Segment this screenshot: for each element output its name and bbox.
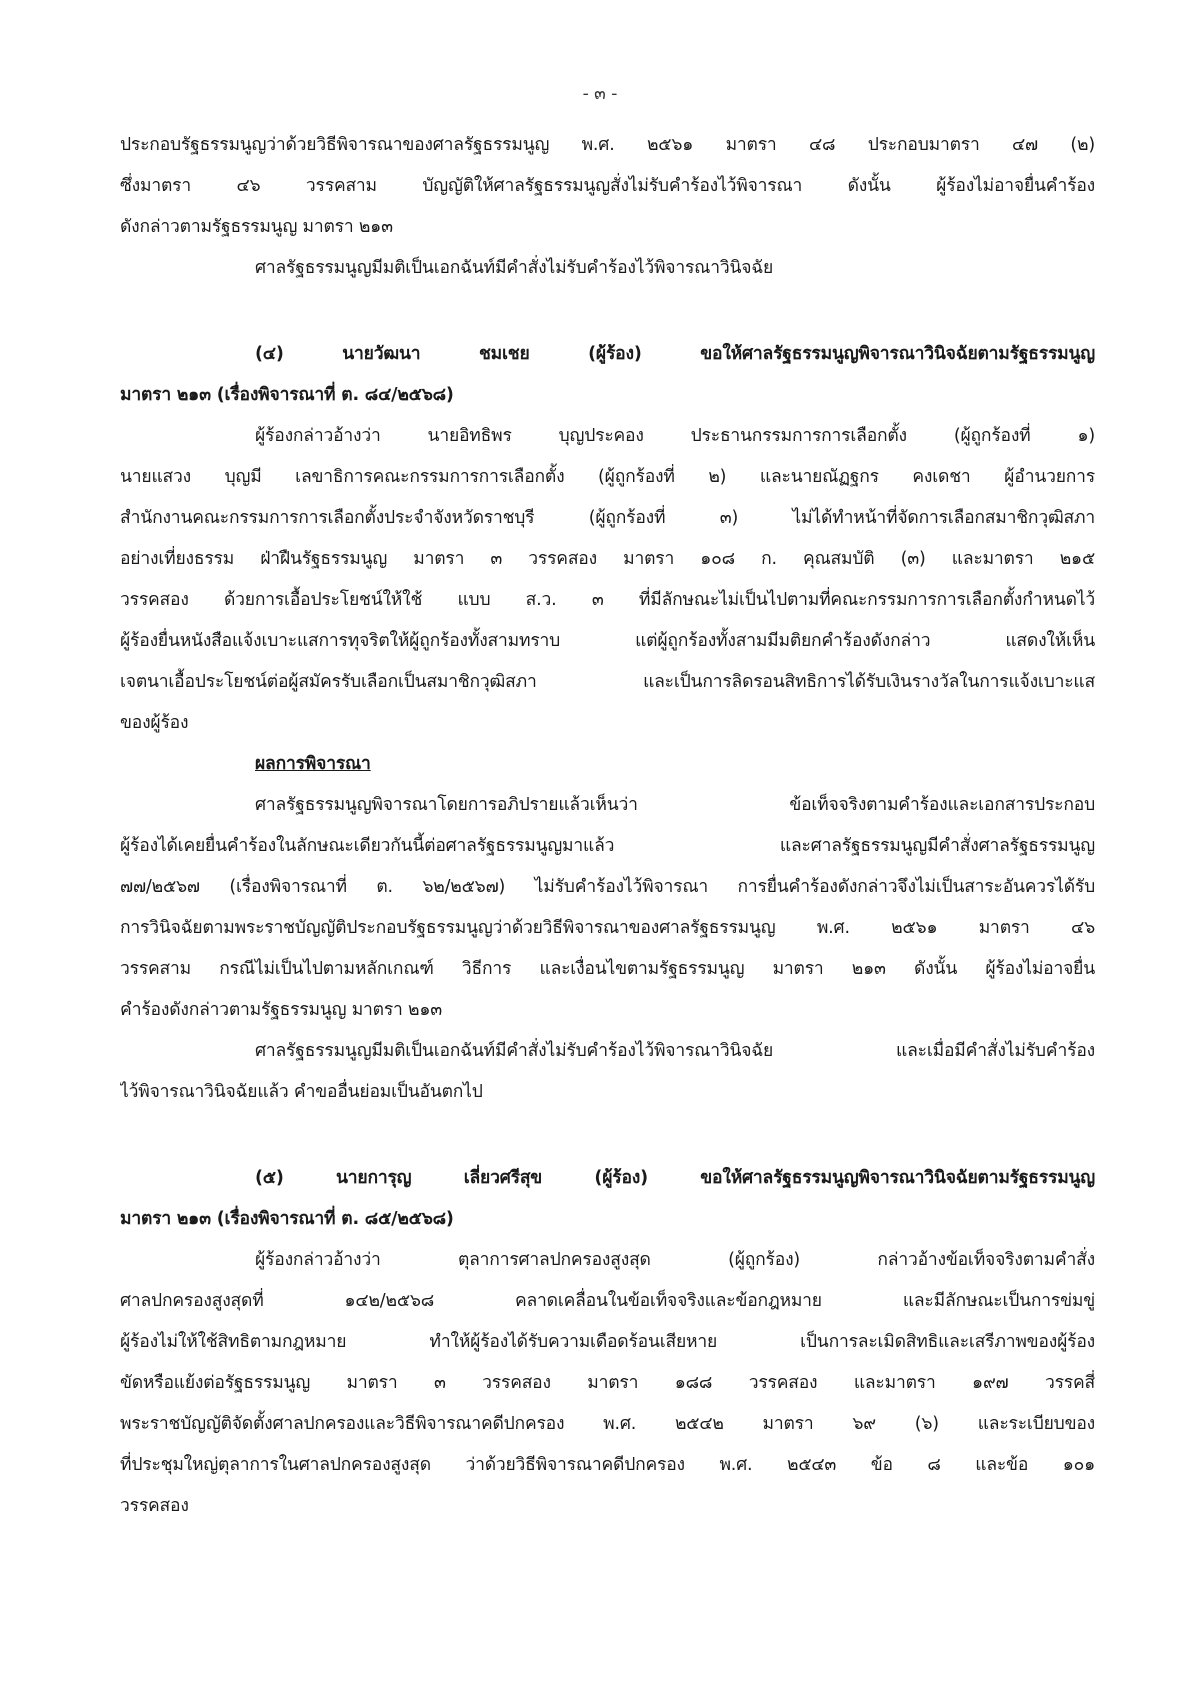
page-content	[120, 125, 1095, 1527]
paragraph-line: ประกอบรัฐธรรมนูญว่าด้วยวิธีพิจารณาของศาลรัฐธรรมนูญ พ.ศ. ๒๕๖๑ มาตรา ๔๘ ประกอบมาตรา ๔๗ (๒)	[120, 135, 1095, 155]
claim-line: อย่างเที่ยงธรรม ฝ่าฝืนรัฐธรรมนูญ มาตรา ๓ วรรคสอง มาตรา ๑๐๘ ก. คุณสมบัติ (๓) และมาตรา ๒๑๕	[120, 549, 1095, 569]
claim-line: ที่ประชุมใหญ่ตุลาการในศาลปกครองสูงสุด ว่าด้วยวิธีพิจารณาคดีปกครอง พ.ศ. ๒๕๔๓ ข้อ ๘ และข้อ ๑๐๑	[120, 1455, 1095, 1475]
case-title-line: มาตรา ๒๑๓ (เรื่องพิจารณาที่ ต. ๘๕/๒๕๖๘)	[120, 1209, 454, 1229]
previous-case-continuation	[120, 125, 1095, 289]
claim-line: ผู้ร้องไม่ให้ใช้สิทธิตามกฎหมาย ทำให้ผู้ร้องได้รับความเดือดร้อนเสียหาย เป็นการละเมิดสิทธิและเสรีภาพของผู้ร้อง	[120, 1332, 1095, 1352]
ruling-line: ไว้พิจารณาวินิจฉัยแล้ว คำขออื่นย่อมเป็นอันตกไป	[120, 1082, 483, 1102]
result-line: คำร้องดังกล่าวตามรัฐธรรมนูญ มาตรา ๒๑๓	[120, 1000, 443, 1020]
case-5-section	[120, 1158, 1095, 1527]
result-line: วรรคสาม กรณีไม่เป็นไปตามหลักเกณฑ์ วิธีการ และเงื่อนไขตามรัฐธรรมนูญ มาตรา ๒๑๓ ดังนั้น ผู้ร้องไม่อาจยื่น	[120, 959, 1095, 979]
case-title-line: มาตรา ๒๑๓ (เรื่องพิจารณาที่ ต. ๘๔/๒๕๖๘)	[120, 385, 454, 405]
claim-line: พระราชบัญญัติจัดตั้งศาลปกครองและวิธีพิจารณาคดีปกครอง พ.ศ. ๒๕๔๒ มาตรา ๖๙ (๖) และระเบียบของ	[120, 1414, 1095, 1434]
claim-line: ผู้ร้องยื่นหนังสือแจ้งเบาะแสการทุจริตให้ผู้ถูกร้องทั้งสามทราบ แต่ผู้ถูกร้องทั้งสามมีมติยกคำร้องดังกล่าว แสดงให้เห็น	[120, 631, 1095, 651]
claim-line: ผู้ร้องกล่าวอ้างว่า ตุลาการศาลปกครองสูงสุด (ผู้ถูกร้อง) กล่าวอ้างข้อเท็จจริงตามคำสั่ง	[255, 1250, 1095, 1270]
result-line: ผู้ร้องได้เคยยื่นคำร้องในลักษณะเดียวกันนี้ต่อศาลรัฐธรรมนูญมาแล้ว และศาลรัฐธรรมนูญมีคำสั่งศาลรัฐธรรมนูญ	[120, 836, 1095, 856]
section-gap	[120, 289, 1095, 334]
result-line: การวินิจฉัยตามพระราชบัญญัติประกอบรัฐธรรมนูญว่าด้วยวิธีพิจารณาของศาลรัฐธรรมนูญ พ.ศ. ๒๕๖๑ มาตรา ๔๖	[120, 918, 1095, 938]
result-line: ๗๗/๒๕๖๗ (เรื่องพิจารณาที่ ต. ๖๒/๒๕๖๗) ไม่รับคำร้องไว้พิจารณา การยื่นคำร้องดังกล่าวจึงไม่เป็นสาระอันควรได้รับ	[120, 877, 1095, 897]
ruling-line: ศาลรัฐธรรมนูญมีมติเป็นเอกฉันท์มีคำสั่งไม่รับคำร้องไว้พิจารณาวินิจฉัย และเมื่อมีคำสั่งไม่รับคำร้อง	[255, 1041, 1095, 1061]
result-heading-text: ผลการพิจารณา	[255, 754, 371, 774]
case-title-line: (๔) นายวัฒนา ชมเชย (ผู้ร้อง) ขอให้ศาลรัฐธรรมนูญพิจารณาวินิจฉัยตามรัฐธรรมนูญ	[255, 344, 1095, 364]
claim-line: วรรคสอง	[120, 1496, 189, 1516]
section-gap	[120, 1113, 1095, 1158]
claim-line: สำนักงานคณะกรรมการการเลือกตั้งประจำจังหวัดราชบุรี (ผู้ถูกร้องที่ ๓) ไม่ได้ทำหน้าที่จัดการเลือกสมาชิกวุฒิสภา	[120, 508, 1095, 528]
result-line: ศาลรัฐธรรมนูญพิจารณาโดยการอภิปรายแล้วเห็นว่า ข้อเท็จจริงตามคำร้องและเอกสารประกอบ	[255, 795, 1095, 815]
paragraph-line: ดังกล่าวตามรัฐธรรมนูญ มาตรา ๒๑๓	[120, 217, 393, 237]
page-number: - ๓ -	[582, 84, 618, 104]
claim-line: ศาลปกครองสูงสุดที่ ๑๔๒/๒๕๖๘ คลาดเคลื่อนในข้อเท็จจริงและข้อกฎหมาย และมีลักษณะเป็นการข่มขู่	[120, 1291, 1095, 1311]
paragraph-line: ซึ่งมาตรา ๔๖ วรรคสาม บัญญัติให้ศาลรัฐธรรมนูญสั่งไม่รับคำร้องไว้พิจารณา ดังนั้น ผู้ร้องไม่อาจยื่นคำร้อง	[120, 176, 1095, 196]
claim-line: ผู้ร้องกล่าวอ้างว่า นายอิทธิพร บุญประคอง ประธานกรรมการการเลือกตั้ง (ผู้ถูกร้องที่ ๑)	[255, 426, 1095, 446]
case-4-section	[120, 334, 1095, 1113]
result-heading	[120, 744, 1095, 785]
claim-line: ของผู้ร้อง	[120, 713, 189, 733]
claim-line: เจตนาเอื้อประโยชน์ต่อผู้สมัครรับเลือกเป็นสมาชิกวุฒิสภา และเป็นการลิดรอนสิทธิการได้รับเงินรางวัลในการแจ้งเบาะแส	[120, 672, 1095, 692]
claim-line: ขัดหรือแย้งต่อรัฐธรรมนูญ มาตรา ๓ วรรคสอง มาตรา ๑๘๘ วรรคสอง และมาตรา ๑๙๗ วรรคสี่	[120, 1373, 1095, 1393]
ruling-line: ศาลรัฐธรรมนูญมีมติเป็นเอกฉันท์มีคำสั่งไม่รับคำร้องไว้พิจารณาวินิจฉัย	[255, 258, 774, 278]
claim-line: นายแสวง บุญมี เลขาธิการคณะกรรมการการเลือกตั้ง (ผู้ถูกร้องที่ ๒) และนายณัฏฐกร คงเดชา ผู้อำนวยการ	[120, 467, 1095, 487]
case-title-line: (๕) นายการุญ เลี่ยวศรีสุข (ผู้ร้อง) ขอให้ศาลรัฐธรรมนูญพิจารณาวินิจฉัยตามรัฐธรรมนูญ	[255, 1168, 1095, 1188]
claim-line: วรรคสอง ด้วยการเอื้อประโยชน์ให้ใช้ แบบ ส.ว. ๓ ที่มีลักษณะไม่เป็นไปตามที่คณะกรรมการการเลือกตั้งกำหนดไว้	[120, 590, 1095, 610]
